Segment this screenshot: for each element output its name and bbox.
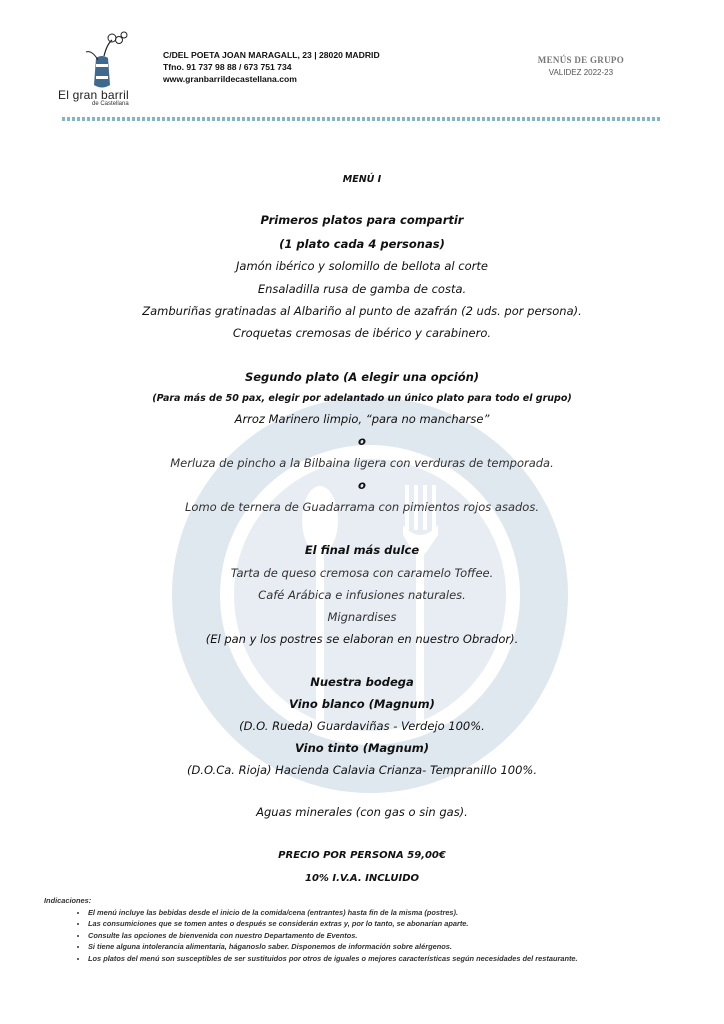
dish: Zamburiñas gratinadas al Albariño al punto de azafrán (2 uds. por persona). <box>142 304 582 318</box>
document-type-block <box>538 55 624 77</box>
dish: Croquetas cremosas de ibérico y carabinero. <box>232 326 492 340</box>
footer-item: • Consulte las opciones de bienvenida con nuestro Departamento de Eventos. <box>88 931 684 940</box>
logo-name: El gran barril <box>58 88 129 102</box>
footer-item: • El menú incluye las bebidas desde el inicio de la comida/cena (entrantes) hasta fin de la misma (postres). <box>88 908 684 917</box>
dish: Lomo de ternera de Guadarrama con pimientos rojos asados. <box>185 500 539 514</box>
dessert-item: Tarta de queso cremosa con caramelo Toffee. <box>230 566 494 580</box>
first-course-note: (1 plato cada 4 personas) <box>279 237 445 251</box>
footer-item: • Los platos del menú son susceptibles de ser sustituidos por otros de iguales o mejores características según necesidades del restaurante. <box>88 954 684 963</box>
water: Aguas minerales (con gas o sin gas). <box>256 805 468 819</box>
phone-line: Tfno. 91 737 98 88 / 673 751 734 <box>163 62 292 72</box>
option-separator: o <box>358 478 366 492</box>
dessert-item: Mignardises <box>327 610 397 624</box>
validity: VALIDEZ 2022-23 <box>548 68 614 77</box>
dish: Jamón ibérico y solomillo de bellota al corte <box>236 259 488 273</box>
red-wine-heading: Vino tinto (Magnum) <box>294 741 430 755</box>
white-wine: (D.O. Rueda) Guardaviñas - Verdejo 100%. <box>239 719 485 733</box>
first-course-heading: Primeros platos para compartir <box>260 213 464 227</box>
dessert-note: (El pan y los postres se elaboran en nuestro Obrador). <box>205 632 519 646</box>
menu-title: MENÚ I <box>342 174 382 185</box>
document-type: MENÚS DE GRUPO <box>537 55 624 65</box>
address-block <box>163 49 380 85</box>
dessert-heading: El final más dulce <box>304 543 420 557</box>
footer-item: • Si tiene alguna intolerancia alimentaria, háganoslo saber. Disponemos de información sobre alérgenos. <box>88 942 684 951</box>
wine-heading: Nuestra bodega <box>310 675 414 689</box>
dish: Merluza de pincho a la Bilbaina ligera con verduras de temporada. <box>170 456 554 470</box>
price: PRECIO POR PERSONA 59,00€ <box>278 850 446 861</box>
logo-subtitle: de Castellana <box>92 101 129 107</box>
dish: Arroz Marinero limpio, “para no mancharse” <box>234 412 490 426</box>
dessert-item: Café Arábica e infusiones naturales. <box>258 588 466 602</box>
vat-note: 10% I.V.A. INCLUIDO <box>304 873 420 884</box>
option-separator: o <box>358 434 366 448</box>
red-wine: (D.O.Ca. Rioja) Hacienda Calavia Crianza- Tempranillo 100%. <box>186 763 538 777</box>
footer-list <box>44 908 684 963</box>
address-line: C/DEL POETA JOAN MARAGALL, 23 | 28020 MADRID <box>163 50 380 60</box>
footer-notes <box>44 896 684 965</box>
letterhead <box>0 0 724 125</box>
website-line: www.granbarrildecastellana.com <box>163 74 297 84</box>
white-wine-heading: Vino blanco (Magnum) <box>289 697 435 711</box>
header-divider <box>62 117 662 121</box>
second-course-heading: Segundo plato (A elegir una opción) <box>244 370 480 384</box>
footer-title: Indicaciones: <box>44 896 92 905</box>
second-course-note: (Para más de 50 pax, elegir por adelantado un único plato para todo el grupo) <box>152 393 572 404</box>
dish: Ensaladilla rusa de gamba de costa. <box>257 282 467 296</box>
footer-item: • Las consumiciones que se tomen antes o después se considerán extras y, por lo tanto, se abonarían aparte. <box>88 919 684 928</box>
